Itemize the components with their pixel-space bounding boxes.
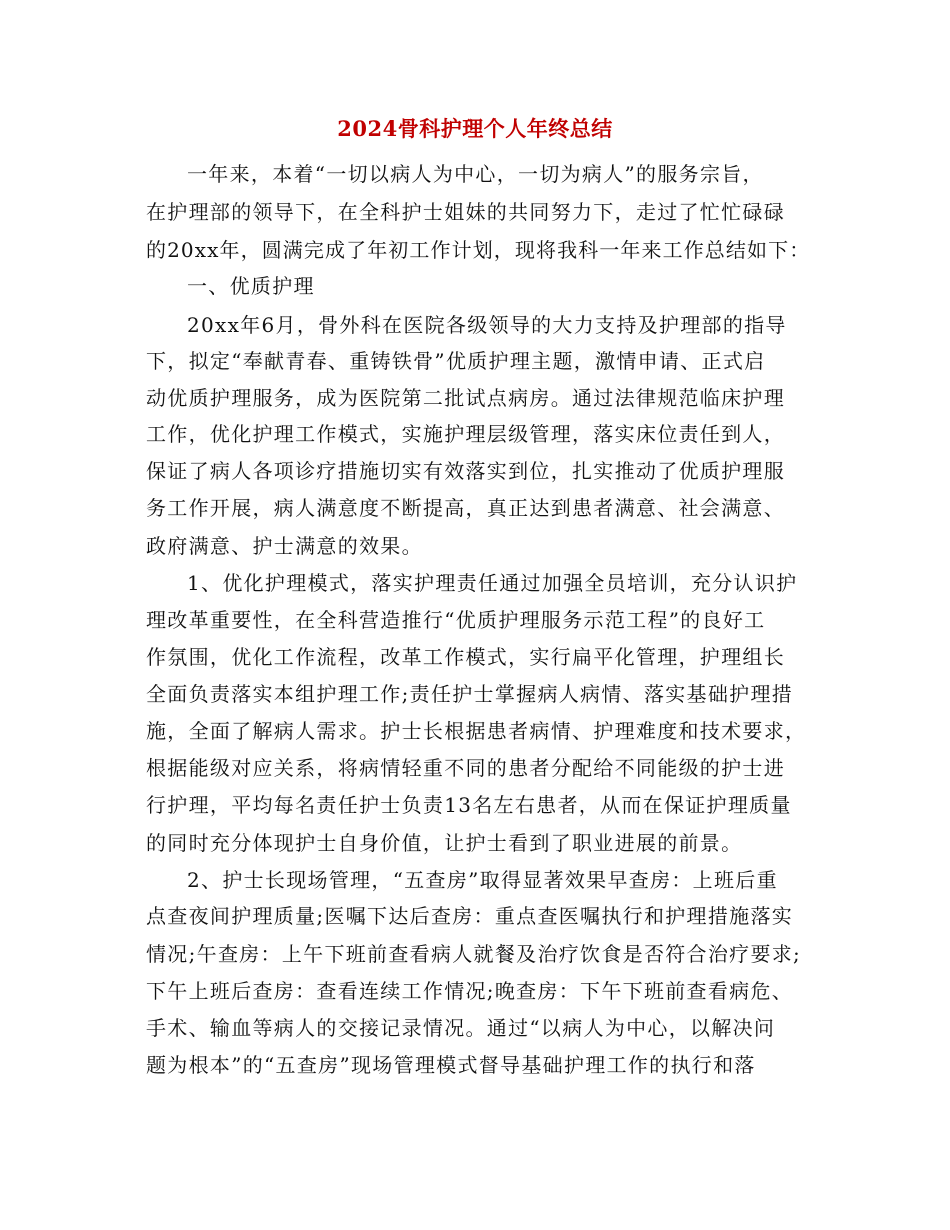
paragraph-line: 点查夜间护理质量;医嘱下达后查房：重点查医嘱执行和护理措施落实 (146, 904, 794, 928)
paragraph-line: 根据能级对应关系，将病情轻重不同的患者分配给不同能级的护士进 (146, 756, 785, 780)
section-heading: 一、优质护理 (187, 274, 315, 298)
paragraph-line: 施，全面了解病人需求。护士长根据患者病情、护理难度和技术要求， (146, 719, 807, 743)
paragraph-line: 1、优化护理模式，落实护理责任通过加强全员培训，充分认识护 (187, 571, 798, 595)
paragraph-line: 2、护士长现场管理，“五查房”取得显著效果早查房：上班后重 (187, 868, 778, 892)
paragraph-line: 全面负责落实本组护理工作;责任护士掌握病人病情、落实基础护理措 (146, 682, 794, 706)
document-title: 2024骨科护理个人年终总结 (337, 116, 613, 141)
paragraph-line: 工作，优化护理工作模式，实施护理层级管理，落实床位责任到人， (146, 422, 785, 446)
paragraph-line: 作氛围，优化工作流程，改革工作模式，实行扁平化管理，护理组长 (146, 645, 785, 669)
paragraph-line: 保证了病人各项诊疗措施切实有效落实到位，扎实推动了优质护理服 (146, 459, 785, 483)
paragraph-line: 情况;午查房：上午下班前查看病人就餐及治疗饮食是否符合治疗要求; (146, 942, 802, 966)
paragraph-line: 的20xx年，圆满完成了年初工作计划，现将我科一年来工作总结如下： (146, 238, 811, 262)
paragraph-line: 手术、输血等病人的交接记录情况。通过“以病人为中心，以解决问 (146, 1016, 776, 1040)
paragraph-line: 行护理，平均每名责任护士负责13名左右患者，从而在保证护理质量 (146, 793, 792, 817)
paragraph-line: 政府满意、护士满意的效果。 (146, 534, 423, 558)
paragraph-line: 动优质护理服务，成为医院第二批试点病房。通过法律规范临床护理 (146, 386, 785, 410)
paragraph-line: 务工作开展，病人满意度不断提高，真正达到患者满意、社会满意、 (146, 496, 785, 520)
paragraph-line: 下，拟定“奉献青春、重铸铁骨”优质护理主题，激情申请、正式启 (146, 349, 766, 373)
paragraph-line: 理改革重要性，在全科营造推行“优质护理服务示范工程”的良好工 (146, 608, 766, 632)
paragraph-line: 20xx年6月，骨外科在医院各级领导的大力支持及护理部的指导 (187, 313, 787, 337)
paragraph-line: 一年来，本着“一切以病人为中心，一切为病人”的服务宗旨， (187, 162, 764, 186)
paragraph-line: 的同时充分体现护士自身价值，让护士看到了职业进展的前景。 (146, 831, 743, 855)
paragraph-line: 下午上班后查房：查看连续工作情况;晚查房：下午下班前查看病危、 (146, 979, 794, 1003)
paragraph-line: 在护理部的领导下，在全科护士姐妹的共同努力下，走过了忙忙碌碌 (146, 200, 785, 224)
paragraph-line: 题为根本”的“五查房”现场管理模式督导基础护理工作的执行和落 (146, 1053, 756, 1077)
